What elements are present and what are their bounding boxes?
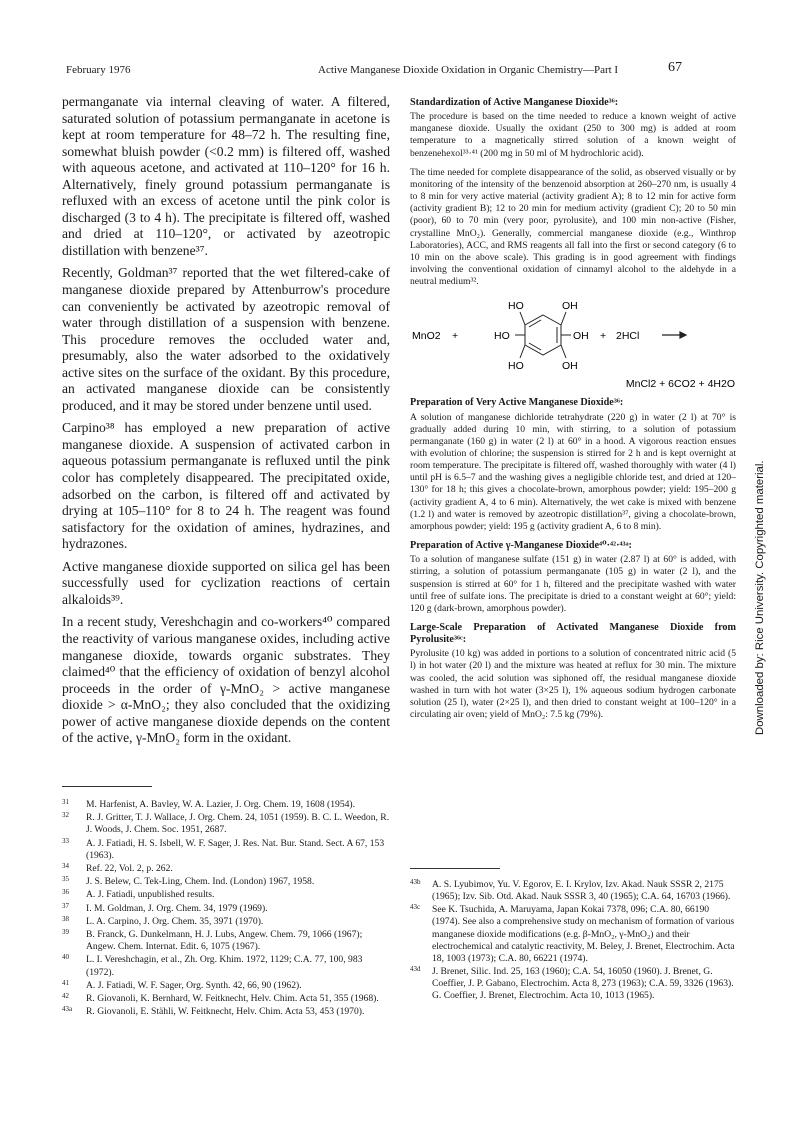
reference-number: 38: [62, 914, 69, 923]
section-heading: Preparation of Very Active Manganese Dioxide³⁶:: [410, 397, 624, 409]
reference-text: R. Giovanoli, E. Stähli, W. Feitknecht, Helv. Chim. Acta 53, 453 (1970).: [86, 1006, 365, 1018]
reference-text: A. S. Lyubimov, Yu. V. Egorov, E. I. Krylov, Izv. Akad. Nauk SSSR 2, 2175 (1965); Izv. Sib. Otd. Akad. Nauk SSSR 3, 40 (1965); C.A. 64, 16703 (1966).: [432, 879, 731, 903]
body-paragraph: The time needed for complete disappearance of the solid, as observed visually or by monitoring of the intensity of the benzenoid absorption at 260–270 nm, is usually 4 to 8 min for very active material (activity gradient A); 8 to 12 min for active form (activity gradient B); 12 to 20 min for medium activity (gradient C); 20 to 50 min (poor), 60 to 70 min (very poor, pyrolusite), and 100 min non-active (Fisher, crystalline MnO₂). Generally, commercial manganese dioxide (e.g., Winthrop Laboratories), ACC, and RMS reagents all fall into the first or second category (6 to 10 min on the above scale). This grading is in good agreement with findings involving the conventional oxidation of cinnamyl alcohol to the aldehyde in a neutral medium³².: [410, 166, 736, 288]
scheme-plus: +: [600, 330, 607, 343]
scheme-ho-left: HO: [494, 330, 510, 343]
reference-number: 37: [62, 901, 69, 910]
left-footnotes: [62, 786, 390, 1019]
right-footnotes: [410, 868, 736, 1004]
reference-item: [62, 799, 390, 811]
reference-number: 43a: [62, 1005, 73, 1014]
reference-number: 40: [62, 953, 69, 962]
reference-item: [410, 966, 736, 1002]
reference-number: 32: [62, 811, 69, 820]
running-header-title: Active Manganese Dioxide Oxidation in Organic Chemistry—Part I: [318, 64, 619, 76]
reference-number: 41: [62, 978, 69, 987]
reaction-scheme: [410, 295, 736, 391]
reference-list: [410, 879, 736, 1003]
reference-item: [62, 980, 390, 992]
reference-list: [62, 799, 390, 1018]
reference-number: 42: [62, 992, 69, 1001]
right-column: [410, 97, 736, 728]
reference-text: A. J. Fatiadi, H. S. Isbell, W. F. Sager, J. Res. Nat. Bur. Stand. Sect. A 67, 153 (1963).: [86, 837, 385, 861]
body-paragraph: The procedure is based on the time needed to reduce a known weight of active manganese dioxide. Usually the oxidant (250 to 300 mg) is added at room temperature to a magnetically stirred solution of a known weight of benzenehexol³³·⁴¹ (200 mg in 50 ml of M hydrochloric acid).: [410, 111, 736, 159]
scheme-ho-top: HO: [508, 300, 524, 313]
reference-text: Ref. 22, Vol. 2, p. 262.: [86, 863, 173, 875]
body-paragraph: permanganate via internal cleaving of water. A filtered, saturated solution of potassium permanganate in acetone is kept at room temperature for 48–72 h. The resulting fine, somewhat bluish powder (<0.2 mm) is filtered off, washed with aqueous acetone, and activated at 110–120° for 16 h. Alternatively, finely ground potassium permanganate is refluxed with an excess of acetone until the pink color is discharged (3 to 4 h). The precipitate is filtered off, washed and dried at 110–120°, or activated by azeotropic distillation with benzene³⁷.: [62, 94, 390, 258]
reference-item: [62, 916, 390, 928]
reference-item: [410, 904, 736, 965]
scheme-hcl: 2HCl: [616, 330, 640, 343]
section-heading: Standardization of Active Manganese Dioxide³⁶:: [410, 97, 619, 108]
reference-text: A. J. Fatiadi, W. F. Sager, Org. Synth. 42, 66, 90 (1962).: [86, 979, 302, 991]
reference-item: [62, 838, 390, 862]
reference-text: B. Franck, G. Dunkelmann, H. J. Lubs, Angew. Chem. 79, 1066 (1967); Angew. Chem. Internat. Edit. 6, 1075 (1967).: [86, 929, 363, 953]
scheme-plus: +: [452, 330, 459, 343]
reference-text: R. Giovanoli, K. Bernhard, W. Feitknecht, Helv. Chim. Acta 51, 355 (1968).: [86, 993, 379, 1005]
reference-text: A. J. Fatiadi, unpublished results.: [86, 889, 215, 901]
reference-text: M. Harfenist, A. Bavley, W. A. Lazier, J. Org. Chem. 19, 1608 (1954).: [86, 799, 356, 810]
reference-number: 43b: [410, 878, 421, 886]
reference-number: 31: [62, 798, 69, 806]
reference-item: [62, 863, 390, 875]
reference-text: L. A. Carpino, J. Org. Chem. 35, 3971 (1970).: [86, 915, 264, 927]
reference-text: L. I. Vereshchagin, et al., Zh. Org. Khim. 1972, 1129; C.A. 77, 100, 983 (1972).: [86, 954, 363, 978]
scheme-oh-bottom: OH: [562, 360, 578, 373]
running-header-left: February 1976: [66, 64, 131, 76]
section-heading: Preparation of Active γ-Manganese Dioxide⁴⁰·⁴²·⁴³ᵃ:: [410, 540, 632, 552]
reference-text: See K. Tsuchida, A. Maruyama, Japan Kokai 7378, 096; C.A. 80, 66190 (1974). See also a comprehensive study on mechanism of formation of various manganese dioxide modifications (e.g. β-MnO₂, γ-MnO₂) and their electrochemical and catalytic reactivity, M. Beley, J. Brenet, Electrochim. Acta 18, 1003 (1973); C.A. 80, 66221 (1974).: [432, 904, 735, 964]
body-paragraph: To a solution of manganese sulfate (151 g) in water (2.87 l) at 60° is added, with stirring, a solution of potassium permanganate (105 g) in water (2 l), and the suspension is stirred at 60° for 1 h, filtered and the precipitate washed with water until free of sulfate ions. The precipitate is dried to a constant weight at 60°; yield: 120 g (dark-brown, amorphous powder).: [410, 554, 736, 614]
body-paragraph: Active manganese dioxide supported on silica gel has been successfully used for cyclization reactions of certain alkaloids³⁹.: [62, 558, 390, 607]
reference-text: J. Brenet, Silic. Ind. 25, 163 (1960); C.A. 54, 16050 (1960). J. Brenet, G. Coeffier, J. P. Gabano, Electrochim. Acta 8, 273 (1963); C.A. 59, 3326 (1963). G. Coeffier, J. Brenet, Electrochim. Acta 10, 1013 (1965).: [432, 966, 734, 1002]
scheme-products: MnCl2 + 6CO2 + 4H2O: [625, 378, 735, 391]
benzene-ring: [515, 312, 571, 358]
scheme-oh-top: OH: [562, 300, 578, 313]
reference-text: J. S. Belew, C. Tek-Ling, Chem. Ind. (London) 1967, 1958.: [86, 876, 315, 888]
reference-item: [62, 889, 390, 901]
footnote-rule: [62, 786, 152, 787]
reference-text: I. M. Goldman, J. Org. Chem. 34, 1979 (1969).: [86, 902, 268, 914]
reaction-arrow: [662, 332, 686, 338]
body-paragraph: In a recent study, Vereshchagin and co-workers⁴⁰ compared the reactivity of various manganese oxides, including active manganese dioxide, towards organic substrates. They claimed⁴⁰ that the efficiency of oxidation of benzyl alcohol proceeds in the order of γ-MnO₂ > active manganese dioxide > α-MnO₂; they also concluded that the oxidizing power of active manganese dioxide depends on the content of the active, γ-MnO₂ form in the oxidant.: [62, 614, 390, 746]
reference-item: [62, 1006, 390, 1018]
scheme-mno2: MnO2: [412, 330, 441, 343]
left-column: [62, 94, 390, 753]
scheme-ho-bottom: HO: [508, 360, 524, 373]
reference-item: [410, 879, 736, 903]
reference-number: 36: [62, 888, 69, 897]
download-watermark: Downloaded by: Rice University. Copyrighted material.: [754, 460, 766, 735]
reference-item: [62, 954, 390, 978]
reference-item: [62, 903, 390, 915]
reference-number: 39: [62, 928, 69, 937]
reaction-scheme-svg: [410, 295, 736, 391]
footnote-rule: [410, 868, 500, 869]
reference-item: [62, 812, 390, 836]
reference-item: [62, 876, 390, 888]
body-paragraph: A solution of manganese dichloride tetrahydrate (220 g) in water (2 l) at 70° is gradually added during 10 min, with stirring, to a solution of potassium permanganate (160 g) in water (2 l) at 60° in a hood. A vigorous reaction ensues with evolution of chlorine; the suspension is stirred for 2 h and is kept overnight at room temperature. The precipitate is filtered off, washed thoroughly with water (4 l) until pH is 6.5–7 and the washing gives a negligible chloride test, and dried at 120–130° for 18 h; this gives a chocolate-brown, amorphous powder; yield: 195–200 g (activity gradient A, 4 to 6 min). Alternatively, the wet cake is mixed with benzene (1.2 l) and water is removed by azeotropic distillation³⁷, giving a chocolate-brown, amorphous powder; yield: 195 g (activity gradient A, 6 to 8 min).: [410, 411, 736, 532]
reference-item: [62, 993, 390, 1005]
body-paragraph: Pyrolusite (10 kg) was added in portions to a solution of concentrated nitric acid (5 l) in hot water (20 l) and the mixture was heated at reflux for 30 min. The mixture was cooled, the acid solution was siphoned off, the residual manganese dioxide washed in turn with hot water (3×25 l), 1% aqueous sodium hydrogen carbonate solution (25 l), water (2×25 l), and then dried to constant weight at 100–120° in a circulating air oven; yield of MnO₂: 7.5 kg (79%).: [410, 648, 736, 721]
reference-number: 43c: [410, 903, 421, 912]
scheme-oh-right: OH: [573, 330, 589, 343]
reference-number: 34: [62, 862, 69, 871]
section-heading: Large-Scale Preparation of Activated Manganese Dioxide from Pyrolusite³⁶ᶜ:: [410, 622, 736, 646]
body-paragraph: Carpino³⁸ has employed a new preparation of active manganese dioxide. A suspension of activated carbon in aqueous potassium permanganate is refluxed until the pink color has completely disappeared. The precipitated oxide, adsorbed on the carbon, is filtered off and activated by drying at 105–110° for 8 to 24 h. The reagent was found satisfactory for the oxidation of amines, hydrazines, and hydrazones.: [62, 420, 390, 552]
page-number: 67: [668, 60, 682, 75]
reference-text: R. J. Gritter, T. J. Wallace, J. Org. Chem. 24, 1051 (1959). B. C. L. Weedon, R. J. Woods, J. Chem. Soc. 1951, 2687.: [86, 812, 390, 836]
reference-item: [62, 929, 390, 953]
reference-number: 35: [62, 875, 69, 884]
reference-number: 43d: [410, 965, 421, 974]
body-paragraph: Recently, Goldman³⁷ reported that the wet filtered-cake of manganese dioxide prepared by Attenburrow's procedure can conveniently be activated by azeotropic removal of water through distillation of a suspension with benzene. This procedure removes the occluded water and, presumably, also the water adsorbed to the oxidatively active sites on the surface of the oxidant. By this procedure, an activated manganese dioxide can be consistently produced, and it may be stored under benzene until used.: [62, 265, 390, 413]
reference-number: 33: [62, 836, 69, 845]
